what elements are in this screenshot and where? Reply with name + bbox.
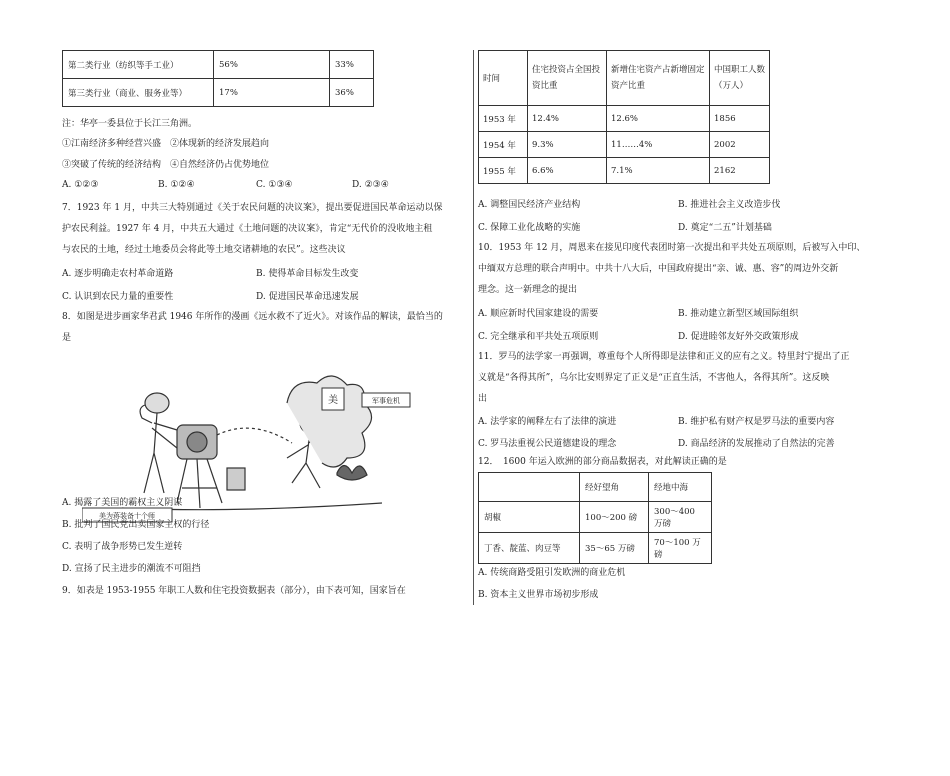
q10-line-2: 中缅双方总理的联合声明中。中共十八大后，中国政府提出“亲、诚、惠、容”的周边外交新 xyxy=(478,264,839,274)
industry-table xyxy=(62,50,374,107)
q11-option-c[interactable]: C. 罗马法重视公民道德建设的理念 xyxy=(478,439,617,449)
q12-option-a[interactable]: A. 传统商路受阻引发欧洲的商业危机 xyxy=(478,568,626,578)
left-column xyxy=(62,50,472,596)
q10-option-d[interactable]: D. 促进睦邻友好外交政策形成 xyxy=(678,332,799,342)
q10-line-1: 10．1953 年 12 月，周恩来在接见印度代表团时第一次提出和平共处五项原则，后被写入中印、 xyxy=(478,243,866,253)
table-cell: 1954 年 xyxy=(479,132,528,158)
q6-items-2: ③突破了传统的经济结构 ④自然经济仍占优势地位 xyxy=(62,160,270,170)
q9-line: 9．如表是 1953-1955 年职工人数和住宅投资数据表（部分），由下表可知，国家旨在 xyxy=(62,586,406,596)
q8-option-c[interactable]: C. 表明了战争形势已发生逆转 xyxy=(62,542,183,552)
q6-option-b[interactable]: B. ①②④ xyxy=(158,180,195,190)
housing-investment-table xyxy=(478,50,770,184)
q6-items-1: ①江南经济多种经营兴盛 ②体现新的经济发展趋向 xyxy=(62,139,270,149)
q11-line-2: 义就是“各得其所”，乌尔比安则界定了正义是“正直生活，不害他人，各得其所”。这反映 xyxy=(478,373,830,383)
table-cell: 12.4% xyxy=(528,106,607,132)
table-cell: 经地中海 xyxy=(649,473,712,502)
q11-option-d[interactable]: D. 商品经济的发展推动了自然法的完善 xyxy=(678,439,835,449)
table-cell: 胡椒 xyxy=(479,502,580,533)
table-row xyxy=(479,158,770,184)
q8-line-2: 是 xyxy=(62,333,72,343)
table-cell: 36% xyxy=(330,79,374,107)
table-note: 注：华亭一委县位于长江三角洲。 xyxy=(62,119,198,129)
table-cell: 1856 xyxy=(710,106,770,132)
table-row xyxy=(479,106,770,132)
q7-line-2: 护农民利益。1927 年 4 月，中共五大通过《土地问题的决议案》，肯定“无代价的没收地主租 xyxy=(62,224,433,234)
q7-option-c[interactable]: C. 认识到农民力量的重要性 xyxy=(62,292,174,302)
table-cell: 经好望角 xyxy=(580,473,649,502)
table-cell: 6.6% xyxy=(528,158,607,184)
table-cell: 9.3% xyxy=(528,132,607,158)
table-cell: 1953 年 xyxy=(479,106,528,132)
table-cell: 35～65 万磅 xyxy=(580,533,649,564)
q9-option-d[interactable]: D. 奠定“二五”计划基础 xyxy=(678,223,772,233)
table-cell: 7.1% xyxy=(607,158,710,184)
goods-table xyxy=(478,472,712,564)
table-cell: 100～200 磅 xyxy=(580,502,649,533)
table-cell: 1955 年 xyxy=(479,158,528,184)
table-cell: 33% xyxy=(330,51,374,79)
column-divider xyxy=(473,50,474,605)
table-cell: 70～100 万磅 xyxy=(649,533,712,564)
q7-line-3: 与农民的土地，经过土地委员会将此等土地交诸耕地的农民”。这些决议 xyxy=(62,245,346,255)
q6-option-c[interactable]: C. ①③④ xyxy=(256,180,293,190)
q8-line-1: 8．如图是进步画家华君武 1946 年所作的漫画《远水救不了近火》。对该作品的解读，最恰当的 xyxy=(62,312,443,322)
q6-option-a[interactable]: A. ①②③ xyxy=(62,180,99,190)
q10-option-c[interactable]: C. 完全继承和平共处五项原则 xyxy=(478,332,599,342)
table-cell: 时间 xyxy=(479,51,528,106)
table-cell: 17% xyxy=(214,79,330,107)
q10-option-b[interactable]: B. 推动建立新型区域国际组织 xyxy=(678,309,799,319)
q10-line-3: 理念。这一新理念的提出 xyxy=(478,285,578,295)
table-cell: 中国职工人数（万人） xyxy=(710,51,770,106)
table-header-row xyxy=(479,473,712,502)
right-column xyxy=(478,50,888,600)
q9-option-a[interactable]: A. 调整国民经济产业结构 xyxy=(478,200,581,210)
table-cell xyxy=(479,473,580,502)
table-cell: 新增住宅资产占新增固定资产比重 xyxy=(607,51,710,106)
q10-option-a[interactable]: A. 顺应新时代国家建设的需要 xyxy=(478,309,599,319)
q7-option-b[interactable]: B. 使得革命目标发生改变 xyxy=(256,269,359,279)
cartoon-label-left: 美为蒋装备十个师 xyxy=(99,512,155,520)
table-row xyxy=(479,502,712,533)
cartoon-sign-text: 美 xyxy=(328,395,338,406)
q9-option-b[interactable]: B. 推进社会主义改造步伐 xyxy=(678,200,781,210)
q7-option-d[interactable]: D. 促进国民革命迅速发展 xyxy=(256,292,359,302)
table-cell: 丁香、靛蓝、肉豆等 xyxy=(479,533,580,564)
q8-option-d[interactable]: D. 宣扬了民主进步的潮流不可阻挡 xyxy=(62,564,201,574)
table-cell: 第二类行业（纺织等手工业） xyxy=(63,51,214,79)
q11-option-b[interactable]: B. 维护私有财产权是罗马法的重要内容 xyxy=(678,417,835,427)
table-cell: 住宅投资占全国投资比重 xyxy=(528,51,607,106)
table-cell: 56% xyxy=(214,51,330,79)
q6-option-d[interactable]: D. ②③④ xyxy=(352,180,389,190)
cartoon-label-right: 军事危机 xyxy=(372,397,400,405)
table-cell: 2162 xyxy=(710,158,770,184)
table-cell: 12.6% xyxy=(607,106,710,132)
q7-option-a[interactable]: A. 逐步明确走农村革命道路 xyxy=(62,269,174,279)
table-cell: 300～400 万磅 xyxy=(649,502,712,533)
table-row xyxy=(479,533,712,564)
table-row xyxy=(479,132,770,158)
q7-line-1: 7．1923 年 1 月，中共三大特别通过《关于农民问题的决议案》，提出要促进国民革命运动以保 xyxy=(62,203,443,213)
q8-option-a[interactable]: A. 揭露了美国的霸权主义阴谋 xyxy=(62,498,183,508)
q9-option-c[interactable]: C. 保障工业化战略的实施 xyxy=(478,223,581,233)
q11-line-1: 11．罗马的法学家一再强调，尊重每个人所得即是法律和正义的应有之义。特里封宁提出了正 xyxy=(478,352,850,362)
q12-option-b[interactable]: B. 资本主义世界市场初步形成 xyxy=(478,590,599,600)
table-cell: 11……4% xyxy=(607,132,710,158)
q11-line-3: 出 xyxy=(478,394,488,404)
q11-option-a[interactable]: A. 法学家的阐释左右了法律的演进 xyxy=(478,417,617,427)
table-row xyxy=(63,51,374,79)
q8-option-b[interactable]: B. 批判了国民党出卖国家主权的行径 xyxy=(62,520,210,530)
q12-line: 12． 1600 年运入欧洲的部分商品数据表，对此解读正确的是 xyxy=(478,457,727,467)
table-header-row xyxy=(479,51,770,106)
table-cell: 第三类行业（商业、服务业等） xyxy=(63,79,214,107)
table-row xyxy=(63,79,374,107)
table-cell: 2002 xyxy=(710,132,770,158)
